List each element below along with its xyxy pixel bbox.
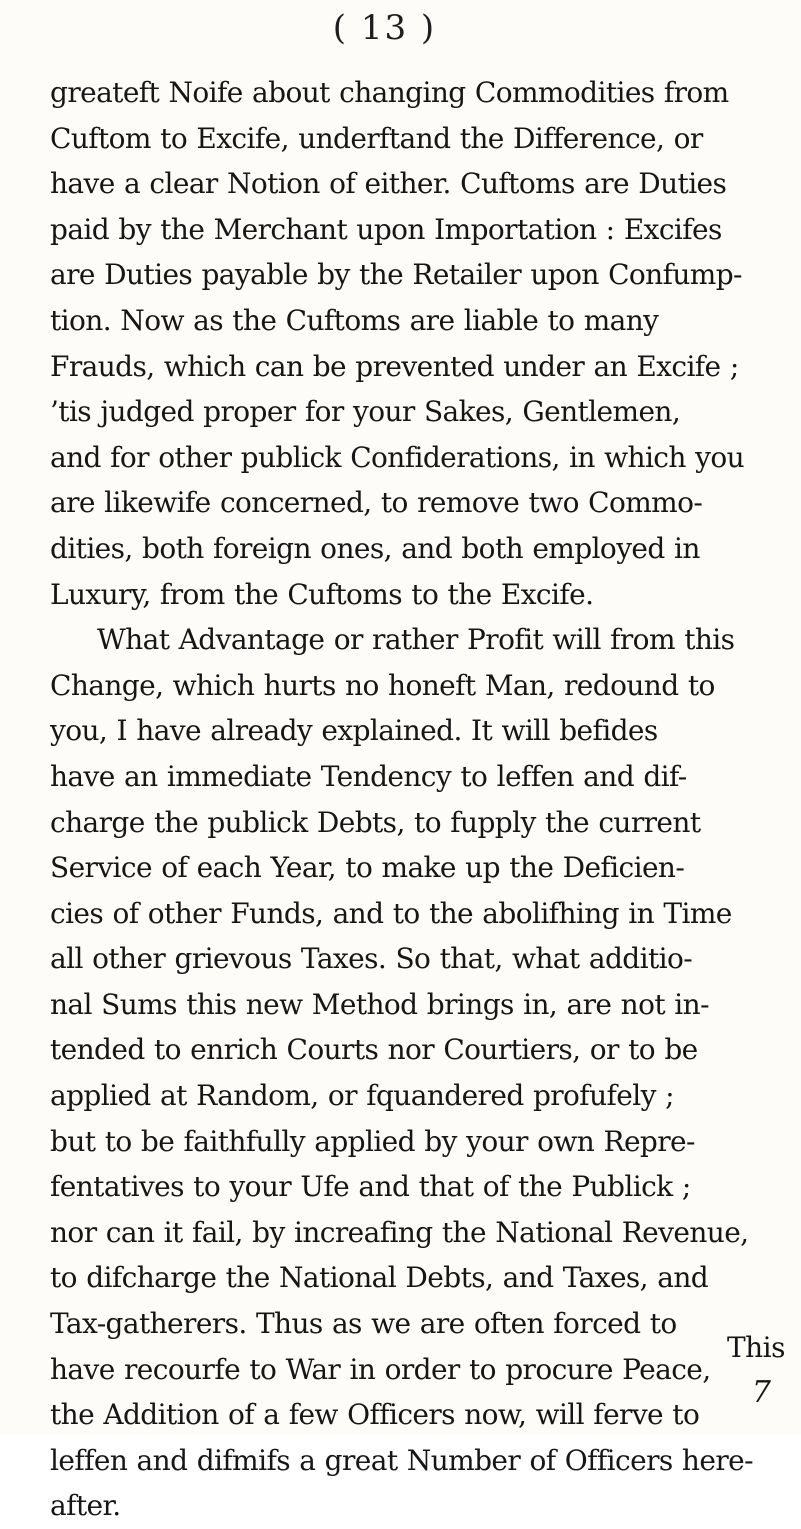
text-line: tion. Now as the Cuftoms are liable to many <box>50 303 659 337</box>
paragraph-start-line: What Advantage or rather Profit will from this <box>97 623 735 657</box>
text-line: the Addition of a few Officers now, will ferve to <box>50 1398 700 1432</box>
text-line: fentatives to your Ufe and that of the Publick ; <box>50 1170 691 1204</box>
text-line: charge the publick Debts, to fupply the current <box>50 805 701 839</box>
text-line: but to be faithfully applied by your own Repre- <box>50 1124 695 1158</box>
text-line: you, I have already explained. It will befides <box>50 714 658 748</box>
text-line: dities, both foreign ones, and both employed in <box>50 531 700 565</box>
text-line: have an immediate Tendency to leffen and dif- <box>50 759 687 793</box>
text-line: have a clear Notion of either. Cuftoms are Duties <box>50 167 727 201</box>
signature-mark: 7 <box>751 1375 771 1410</box>
text-line: ’tis judged proper for your Sakes, Gentlemen, <box>50 395 681 429</box>
text-line: all other grievous Taxes. So that, what additio- <box>50 942 693 976</box>
text-line: are Duties payable by the Retailer upon Confump- <box>50 258 742 292</box>
text-line: and for other publick Confiderations, in which you <box>50 440 745 474</box>
text-line: cies of other Funds, and to the abolifhing in Time <box>50 896 732 930</box>
text-line: Luxury, from the Cuftoms to the Excife. <box>50 577 594 611</box>
text-line: leffen and difmifs a great Number of Officers here- <box>50 1443 753 1477</box>
text-line: tended to enrich Courts nor Courtiers, or to be <box>50 1033 698 1067</box>
page-number: ( 13 ) <box>332 8 437 48</box>
text-line: after. <box>50 1489 121 1523</box>
text-line: greateft Noife about changing Commodities from <box>50 76 729 109</box>
page-footer <box>0 1325 801 1425</box>
text-line: Service of each Year, to make up the Deficien- <box>50 851 685 885</box>
text-line: to difcharge the National Debts, and Taxes, and <box>50 1261 709 1295</box>
text-line: paid by the Merchant upon Importation : Excifes <box>50 212 722 246</box>
text-line: applied at Random, or fquandered profufely ; <box>50 1079 674 1113</box>
catchword: This <box>726 1331 785 1364</box>
text-line: Cuftom to Excife, underftand the Difference, or <box>50 121 703 155</box>
text-line: are likewife concerned, to remove two Commo- <box>50 486 703 520</box>
body-text <box>50 70 795 1529</box>
text-line: nal Sums this new Method brings in, are not in- <box>50 987 709 1021</box>
text-line: nor can it fail, by increafing the National Revenue, <box>50 1215 749 1249</box>
text-line: Change, which hurts no honeft Man, redound to <box>50 668 715 702</box>
text-line: have recourfe to War in order to procure Peace, <box>50 1352 711 1386</box>
text-line: Tax-gatherers. Thus as we are often forced to <box>50 1307 677 1341</box>
text-line: Frauds, which can be prevented under an Excife ; <box>50 349 739 383</box>
